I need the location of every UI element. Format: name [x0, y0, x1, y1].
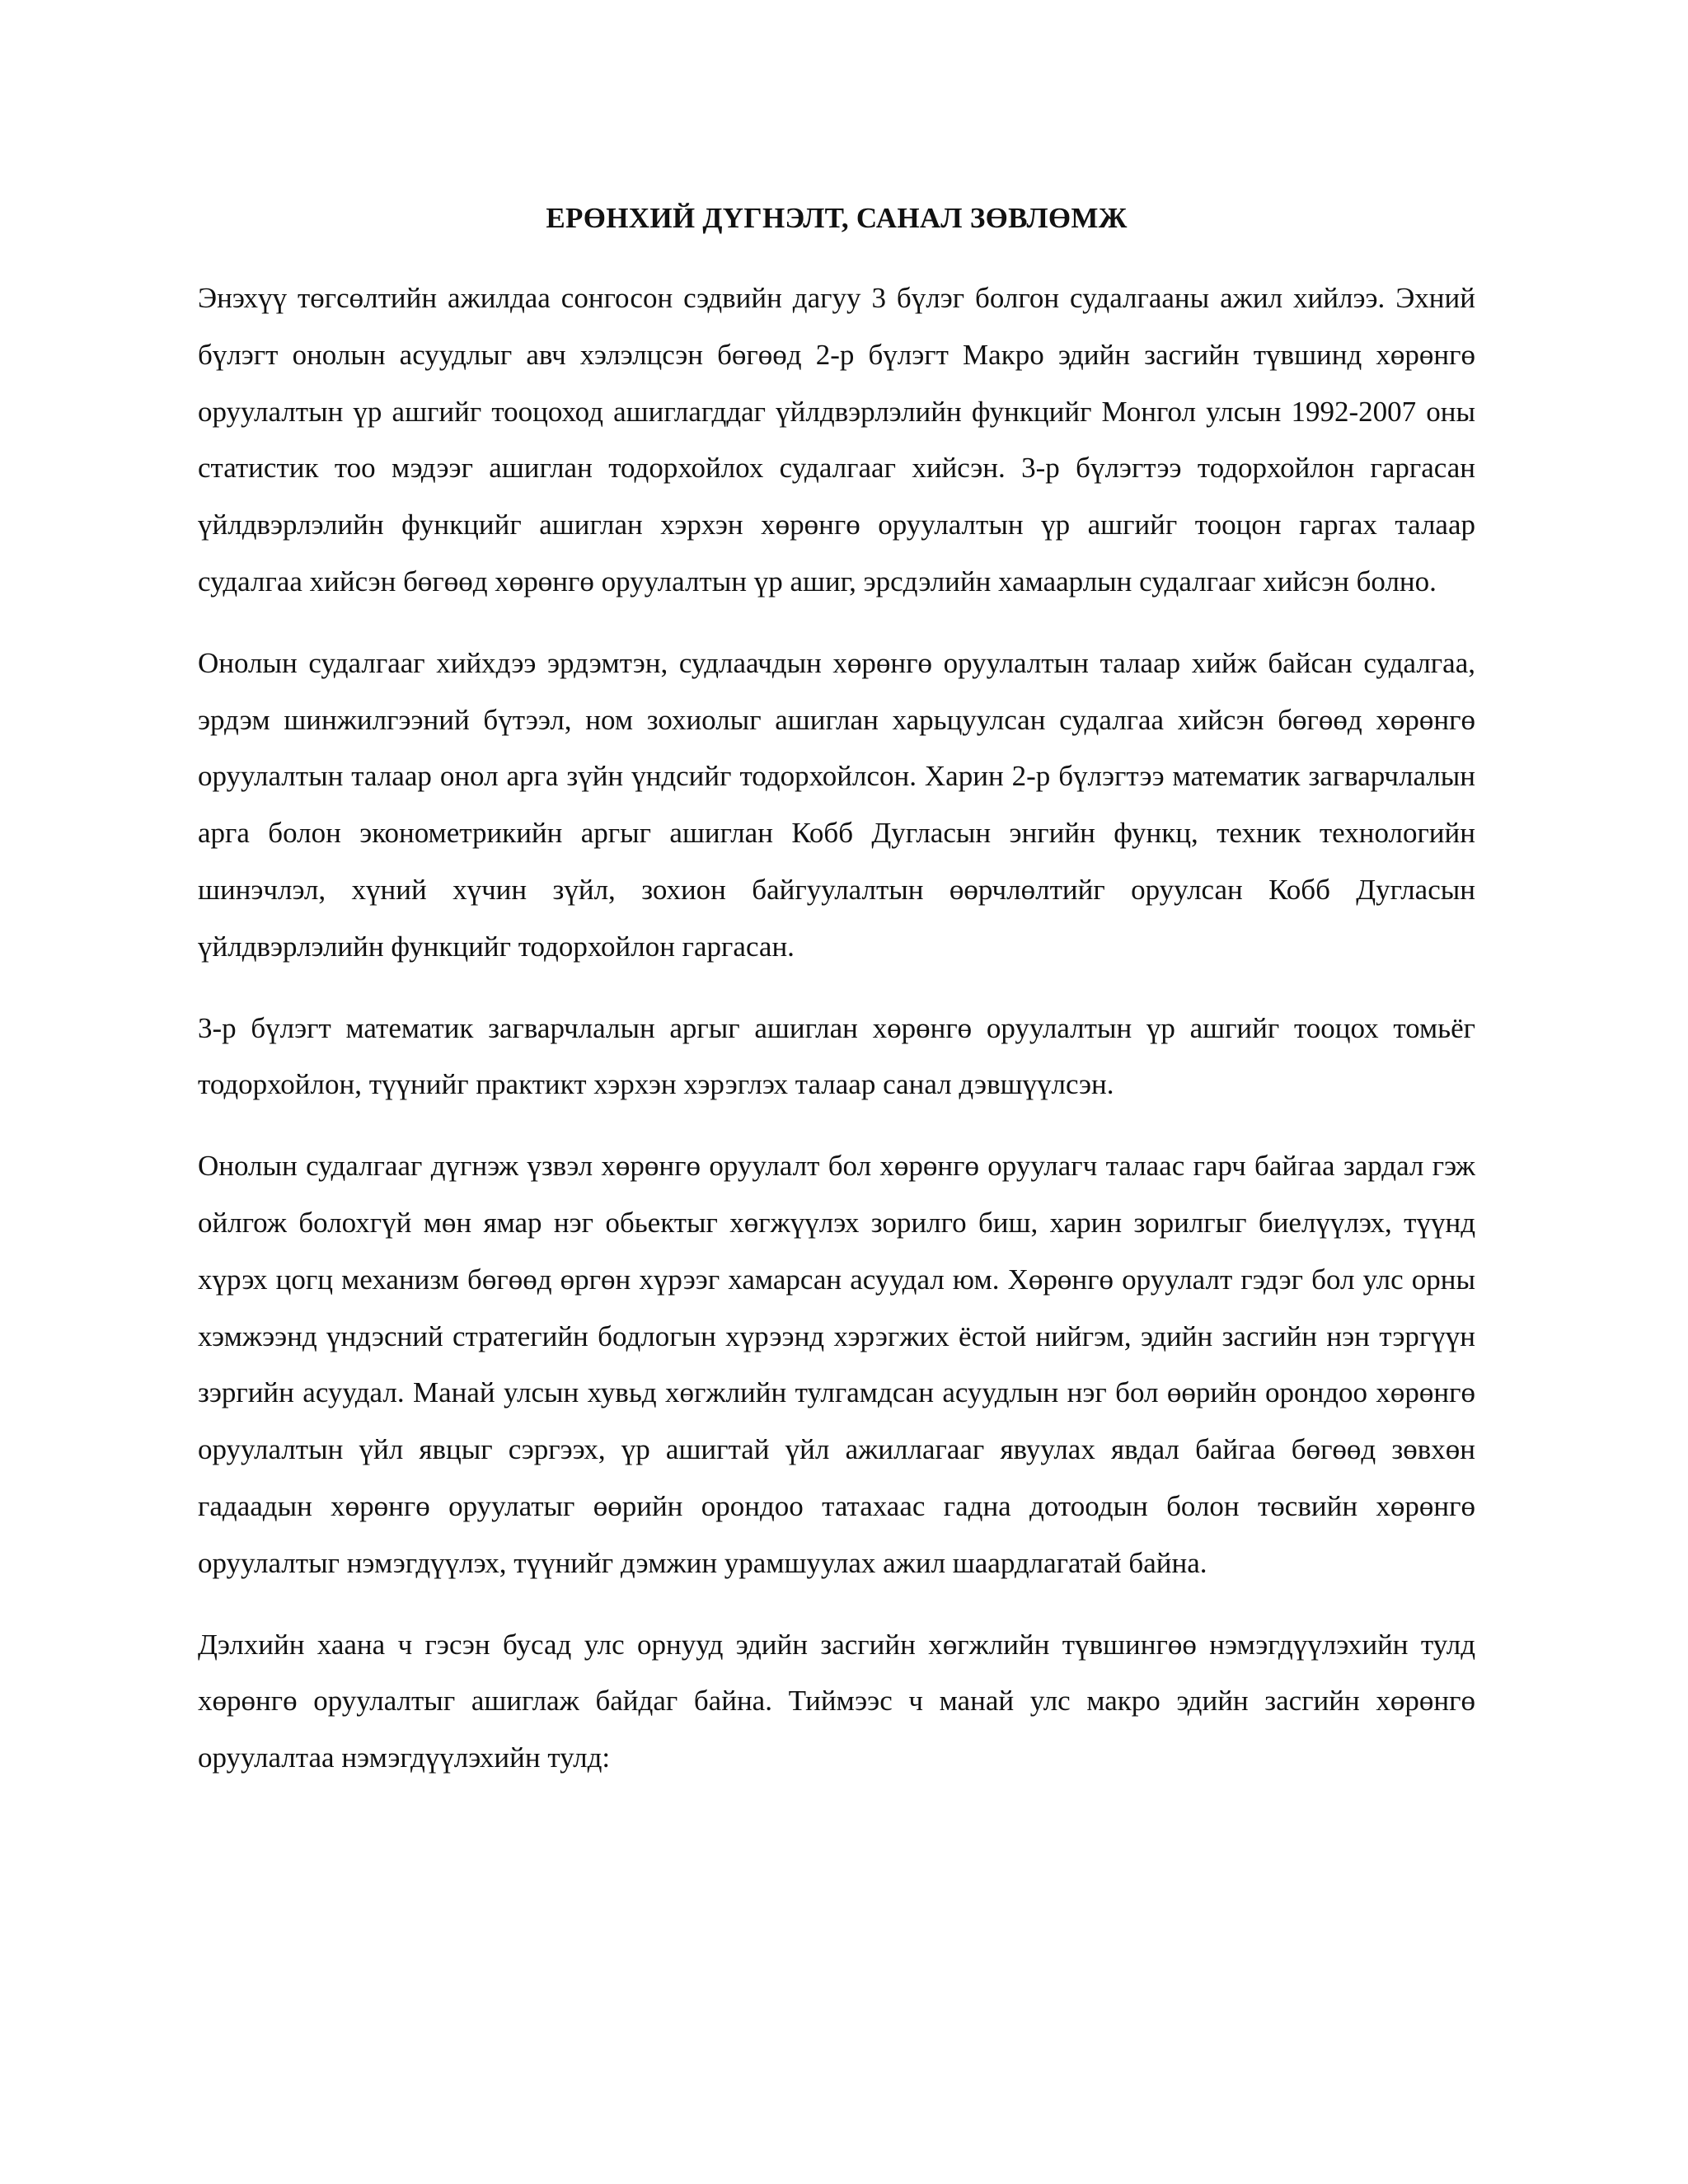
- paragraph-2: Онолын судалгааг хийхдээ эрдэмтэн, судлаачдын хөрөнгө оруулалтын талаар хийж байсан судалгаа, эрдэм шинжилгээний бүтээл, ном зохиолыг ашиглан харьцуулсан судалгаа хийсэн бөгөөд хөрөнгө оруулалтын талаар онол арга зүйн үндсийг тодорхойлсон. Харин 2-р бүлэгтээ математик загварчлалын арга болон эконометрикийн аргыг ашиглан Кобб Дугласын энгийн функц, техник технологийн шинэчлэл, хүний хүчин зүйл, зохион байгуулалтын өөрчлөлтийг оруулсан Кобб Дугласын үйлдвэрлэлийн функцийг тодорхойлон гаргасан.: [198, 646, 1475, 963]
- paragraph-1: Энэхүү төгсөлтийн ажилдаа сонгосон сэдвийн дагуу 3 бүлэг болгон судалгааны ажил хийлээ. Эхний бүлэгт онолын асуудлыг авч хэлэлцсэн бөгөөд 2-р бүлэгт Макро эдийн засгийн түвшинд хөрөнгө оруулалтын үр ашгийг тооцоход ашиглагддаг үйлдвэрлэлийн функцийг Монгол улсын 1992-2007 оны статистик тоо мэдээг ашиглан тодорхойлох судалгааг хийсэн. 3-р бүлэгтээ тодорхойлон гаргасан үйлдвэрлэлийн функцийг ашиглан хэрхэн хөрөнгө оруулалтын үр ашгийг тооцон гаргах талаар судалгаа хийсэн бөгөөд хөрөнгө оруулалтын үр ашиг, эрсдэлийн хамаарлын судалгааг хийсэн болно.: [198, 282, 1475, 598]
- paragraph-3: 3-р бүлэгт математик загварчлалын аргыг ашиглан хөрөнгө оруулалтын үр ашгийг тооцох томьёг тодорхойлон, түүнийг практикт хэрхэн хэрэглэх талаар санал дэвшүүлсэн.: [198, 1011, 1475, 1101]
- document-body: [198, 270, 1475, 1811]
- page-title: ЕРӨНХИЙ ДҮГНЭЛТ, САНАЛ ЗӨВЛӨМЖ: [546, 202, 1128, 234]
- paragraph-4: Онолын судалгааг дүгнэж үзвэл хөрөнгө оруулалт бол хөрөнгө оруулагч талаас гарч байгаа зардал гэж ойлгож болохгүй мөн ямар нэг обьектыг хөгжүүлэх зорилго биш, харин зорилгыг биелүүлэх, түүнд хүрэх цогц механизм бөгөөд өргөн хүрээг хамарсан асуудал юм. Хөрөнгө оруулалт гэдэг бол улс орны хэмжээнд үндэсний стратегийн бодлогын хүрээнд хэрэгжих ёстой нийгэм, эдийн засгийн нэн тэргүүн зэргийн асуудал. Манай улсын хувьд хөгжлийн тулгамдсан асуудлын нэг бол өөрийн орондоо хөрөнгө оруулалтын үйл явцыг сэргээх, үр ашигтай үйл ажиллагааг явуулах явдал байгаа бөгөөд зөвхөн гадаадын хөрөнгө оруулатыг өөрийн орондоо татахаас гадна дотоодын болон төсвийн хөрөнгө оруулалтыг нэмэгдүүлэх, түүнийг дэмжин урамшуулах ажил шаардлагатай байна.: [198, 1150, 1475, 1579]
- paragraph-5: Дэлхийн хаана ч гэсэн бусад улс орнууд эдийн засгийн хөгжлийн түвшингөө нэмэгдүүлэхийн тулд хөрөнгө оруулалтыг ашиглаж байдаг байна. Тиймээс ч манай улс макро эдийн засгийн хөрөнгө оруулалтаа нэмэгдүүлэхийн тулд:: [198, 1628, 1475, 1774]
